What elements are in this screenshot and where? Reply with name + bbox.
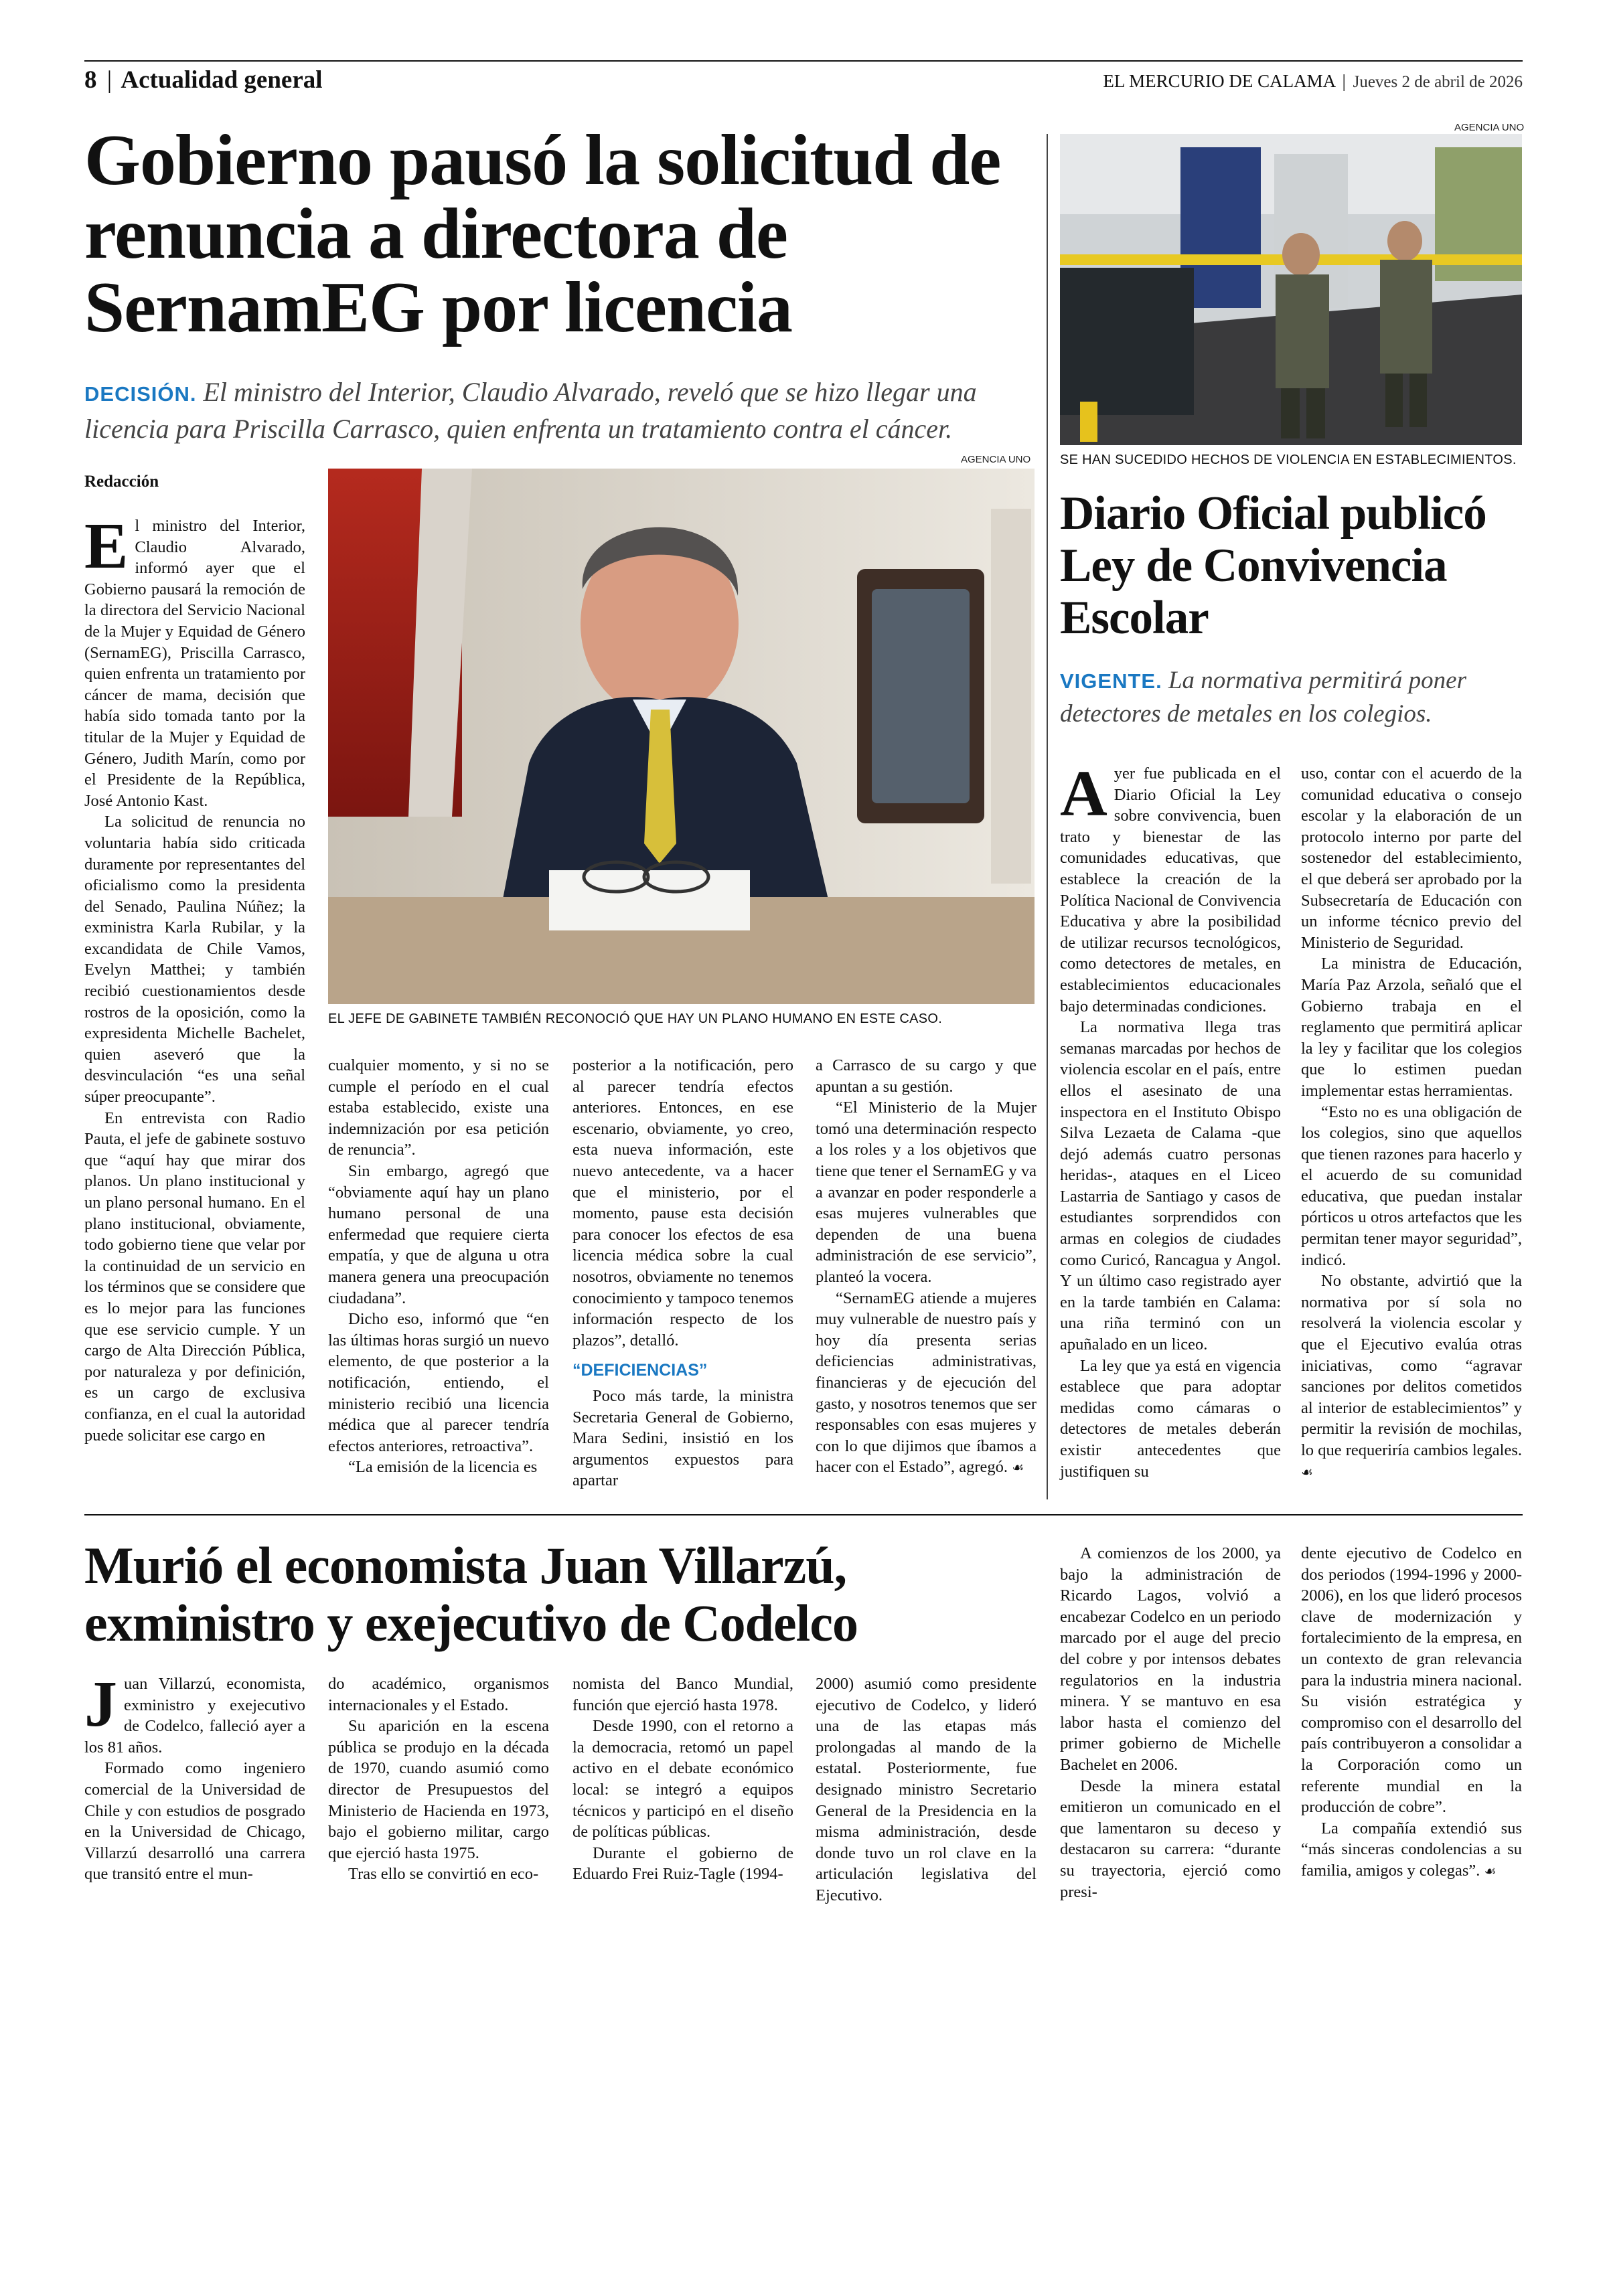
newspaper-name: EL MERCURIO DE CALAMA	[1103, 71, 1335, 91]
main-col3-p1: posterior a la notificación, pero al parecer tendría efectos anteriores. Entonces, en ese escenario, obviamente, yo creo, esta nueva información, este nuevo antecedente, va a hacer que el ministerio, por el momento, pause esta decisión para conocer los efectos de esa licencia médica sobre la cual nosotros, obviamente no tenemos conocimiento y tampoco tenemos información respecto de los plazos”, detalló.	[572, 1056, 793, 1349]
bottom-headline: Murió el economista Juan Villarzú, exministro y exejecutivo de Codelco	[84, 1536, 858, 1652]
main-photo-illustration	[328, 469, 1035, 1004]
bottom-col6-p2-text: La compañía extendió sus “más sinceras condolencias a su familia, amigos y colegas”.	[1301, 1819, 1522, 1880]
bottom-col3-p2: Desde 1990, con el retorno a la democracia, retomó un papel activo en el debate económico local: se integró a equipos técnicos y participó en el diseño de políticas públicas.	[572, 1717, 793, 1841]
main-col2-p3: Dicho eso, informó que “en las últimas horas surgió un nuevo elemento, de que posterior a la notificación, entiendo, el ministerio recibió una licencia médica que al parecer tendría efectos anteriores, retroactiva”.	[328, 1310, 549, 1455]
bottom-col6-p2	[1301, 1818, 1522, 1882]
right-col1-p3: La ley que ya está en vigencia establece que para adoptar medidas como cámaras o detectores de metales deberán existir antecedentes que justifiquen su	[1060, 1356, 1281, 1481]
right-col2-p1: uso, contar con el acuerdo de la comunidad educativa o consejo escolar y la elaboración de un protocolo interno por parte del sostenedor del establecimiento, el que deberá ser aprobado por la Subsecretaría de Educación con un informe técnico previo del Ministerio de Seguridad.	[1301, 764, 1522, 952]
main-photo	[328, 469, 1035, 1004]
bottom-col6-p1: dente ejecutivo de Codelco en dos periodos (1994-1996 y 2000-2006), en los que lideró procesos clave de modernización y fortalecimiento de la empresa, en un contexto de gran relevancia para la industria minera nacional. Su visión estratégica y compromiso con el desarrollo del país contribuyeron a consolidar a la Corporación como un referente mundial en la producción de cobre”.	[1301, 1544, 1522, 1817]
main-col4-p3-text: “SernamEG atiende a mujeres muy vulnerable de nuestro país y hoy día presenta serias deficiencias administrativas, financieras y de ejecución del gasto, y nosotros tenemos que ser responsables con esas mujeres y con lo que dijimos que íbamos a hacer con el Estado”, agregó.	[816, 1289, 1037, 1477]
main-col4-p3	[816, 1288, 1037, 1479]
page-folio: 8 | Actualidad general	[84, 66, 323, 94]
main-lead-text: El ministro del Interior, Claudio Alvarado, reveló que se hizo llegar una licencia para Priscilla Carrasco, quien enfrenta un tratamiento contra el cáncer.	[84, 377, 977, 444]
top-rule	[84, 60, 1523, 62]
right-kicker: VIGENTE.	[1060, 669, 1162, 693]
main-headline: Gobierno pausó la solicitud de renuncia a directora de SernamEG por licencia	[84, 120, 1001, 347]
main-photo-caption: EL JEFE DE GABINETE TAMBIÉN RECONOCIÓ QUE HAY UN PLANO HUMANO EN ESTE CASO.	[328, 1011, 943, 1026]
main-col1-p3: En entrevista con Radio Pauta, el jefe de gabinete sostuvo que “aquí hay que mirar dos planos. Un plano institucional y un plano personal humano. En el plano institucional, obviamente, todo gobierno tiene que velar por la continuidad de un servicio en los términos que se considere que es lo mejor para las funciones que ese servicio cumple. Y un cargo de Alta Dirección Pública, por naturaleza y por definición, es un cargo de exclusiva confianza, en el cual la autoridad puede solicitar ese cargo en	[84, 1109, 305, 1445]
right-photo-caption: SE HAN SUCEDIDO HECHOS DE VIOLENCIA EN ESTABLECIMIENTOS.	[1060, 453, 1517, 467]
bottom-section-rule	[84, 1514, 1523, 1515]
right-col-2	[1301, 763, 1522, 1483]
bottom-col5-p2: Desde la minera estatal emitieron un comunicado en el que lamentaron su deceso y destacaron su carrera: “durante su trayectoria, ejerció como presi-	[1060, 1777, 1281, 1901]
right-col-1	[1060, 758, 1281, 1482]
main-subhead: “DEFICIENCIAS”	[572, 1361, 708, 1380]
right-col2-p4-text: No obstante, advirtió que la normativa por sí sola no resolverá la violencia escolar y que el Ejecutivo evalúa otras iniciativas, como “agravar sanciones por delitos cometidos al interior de establecimientos” y permitir la revisión de mochilas, lo que requeriría cambios legales.	[1301, 1272, 1522, 1459]
bottom-col2-p3: Tras ello se convirtió en eco-	[348, 1865, 539, 1884]
issue-date: Jueves 2 de abril de 2026	[1353, 73, 1523, 91]
bottom-col-6	[1301, 1543, 1522, 1882]
right-col2-p2: La ministra de Educación, María Paz Arzola, señaló que el Gobierno trabaja en el reglamento que permitirá aplicar la ley y facilitar que los colegios que lo estimen puedan implementar estas herramientas.	[1301, 955, 1522, 1100]
right-col2-p4	[1301, 1270, 1522, 1483]
page-number: 8	[84, 66, 97, 94]
right-headline: Diario Oficial publicó Ley de Convivencia Escolar	[1060, 487, 1486, 644]
right-col1-p1: yer fue publicada en el Diario Oficial la Ley sobre convivencia, buen trato y bienestar de las comunidades educativas, que establece la creación de la Política Nacional de Convivencia Educativa y abre la posibilidad de utilizar recursos tecnológicos, como detectores de metales, en establecimientos educacionales bajo determinadas condiciones.	[1060, 764, 1281, 1015]
masthead: EL MERCURIO DE CALAMA | Jueves 2 de abril de 2026	[1103, 71, 1523, 91]
main-col2-p4: “La emisión de la licencia es	[348, 1458, 538, 1477]
end-mark-icon: ☙	[1012, 1459, 1024, 1476]
main-col4-p1: a Carrasco de su cargo y que apuntan a su gestión.	[816, 1056, 1037, 1096]
bottom-col2-p2: Su aparición en la escena pública se produjo en la década de 1970, cuando asumió como director de Presupuestos del Ministerio de Hacienda en 1973, bajo el gobierno militar, cargo que ejerció hasta 1975.	[328, 1717, 549, 1862]
bottom-col4-p1: 2000) asumió como presidente ejecutivo de Codelco, y lideró una de las etapas más prolongadas al mando de la estatal. Posteriormente, fue designado ministro Secretario General de la Presidencia en la misma administración, desde donde tuvo un rol clave en la articulación legislativa del Ejecutivo.	[816, 1675, 1037, 1904]
bottom-col-5	[1060, 1543, 1281, 1902]
bottom-col2-p1: do académico, organismos internacionales y el Estado.	[328, 1675, 549, 1714]
bottom-col-3	[572, 1673, 793, 1885]
main-kicker: DECISIÓN.	[84, 382, 197, 406]
bottom-col1-p2: Formado como ingeniero comercial de la Universidad de Chile y con estudios de posgrado en la Universidad de Chicago, Villarzú desarrolló una carrera que transitó entre el mun-	[84, 1759, 305, 1884]
bottom-dropcap: J	[84, 1668, 117, 1740]
bottom-col5-p1: A comienzos de los 2000, ya bajo la administración de Ricardo Lagos, volvió a encabezar Codelco en un periodo marcado por el auge del precio del cobre y por intensos debates regulatorios en la industria minera. Y se mantuvo en esa labor hasta el comienzo del primer gobierno de Michelle Bachelet en 2006.	[1060, 1544, 1281, 1774]
main-col2-p2: Sin embargo, agregó que “obviamente aquí hay un plano humano personal de una enfermedad que requiere cierta empatía, y que de alguna u otra manera genera una preocupación ciudadana”.	[328, 1161, 549, 1307]
end-mark-icon: ☙	[1484, 1862, 1497, 1879]
main-photo-credit: AGENCIA UNO	[961, 454, 1031, 465]
bottom-col1-p1: uan Villarzú, economista, exministro y exejecutivo de Codelco, falleció ayer a los 81 años.	[84, 1675, 305, 1756]
main-col1-p1: l ministro del Interior, Claudio Alvarado, informó ayer que el Gobierno pausará la remoción de la directora del Servicio Nacional de la Mujer y Equidad de Género (SernamEG), Priscilla Carrasco, quien enfrenta un tratamiento por cáncer de mama, decisión que había sido tomada tanto por la titular de la Mujer y Equidad de Género, Judith Marín, como por el Presidente de la República, José Antonio Kast.	[84, 517, 305, 810]
bottom-col3-p3: Durante el gobierno de Eduardo Frei Ruiz-Tagle (1994-	[572, 1843, 793, 1884]
right-lead-text: La normativa permitirá poner detectores de metales en los colegios.	[1060, 667, 1466, 728]
bottom-col-1	[84, 1668, 305, 1885]
right-lead	[1060, 664, 1522, 730]
right-dropcap: A	[1060, 758, 1107, 830]
main-col1-p2: La solicitud de renuncia no voluntaria había sido criticada duramente por representantes del oficialismo como la presidenta del Senado, Paulina Núñez; la exministra Karla Rubilar, y la excandidata de Chile Vamos, Evelyn Matthei; y también recibió cuestionamientos desde rostros de la oposición, como la expresidenta Michelle Bachelet, quien aseveró que la desvinculación “es una señal súper preocupante”.	[84, 813, 305, 1106]
right-photo	[1060, 134, 1522, 445]
right-col1-p2: La normativa llega tras semanas marcadas por hechos de violencia escolar en el país, entre ellos el asesinato de una inspectora en el Instituto Obispo Silva Lezaeta de Calama -que dejó además cuatro personas heridas-, ataques en el Liceo Lastarria de Santiago y casos de estudiantes sorprendidos con armas en colegios de ciudades como Curicó, Rancagua y Angol. Y un último caso registrado ayer en la tarde también en Calama: una riña terminó con un apuñalado en un liceo.	[1060, 1018, 1281, 1354]
main-col2-p1: cualquier momento, y si no se cumple el período en el cual estaba establecido, existe una indemnización por esa petición de renuncia”.	[328, 1056, 549, 1159]
right-photo-credit: AGENCIA UNO	[1454, 122, 1525, 133]
main-col-2	[328, 1055, 549, 1478]
main-col-1	[84, 510, 305, 1446]
main-col3-p2: Poco más tarde, la ministra Secretaria General de Gobierno, Mara Sedini, insistió en los argumentos expuestos para apartar	[572, 1386, 793, 1490]
bottom-col-4	[816, 1673, 1037, 1906]
bottom-col-2	[328, 1673, 549, 1885]
main-col-4	[816, 1055, 1037, 1479]
right-col2-p3: “Esto no es una obligación de los colegios, sino que aquellos que tienen razones para hacerlo y el acuerdo de su comunidad educativa, que puedan instalar pórticos u otros artefactos que les permitan tener mayor seguridad”, indicó.	[1301, 1102, 1522, 1269]
main-col-3	[572, 1055, 793, 1491]
main-byline: Redacción	[84, 473, 159, 491]
section-name: Actualidad general	[121, 66, 323, 94]
main-dropcap: E	[84, 510, 129, 582]
end-mark-icon: ☙	[1301, 1463, 1313, 1480]
main-right-divider	[1047, 134, 1048, 1499]
bottom-col3-p1: nomista del Banco Mundial, función que ejerció hasta 1978.	[572, 1675, 793, 1714]
right-photo-illustration	[1060, 134, 1522, 445]
main-lead	[84, 375, 1042, 446]
main-col4-p2: “El Ministerio de la Mujer tomó una determinación respecto a los roles y a los objetivos que tiene que tener el SernamEG y va a avanzar en poder responderle a esas mujeres vulnerables que dependen de una buena administración de ese servicio”, planteó la vocera.	[816, 1098, 1037, 1286]
